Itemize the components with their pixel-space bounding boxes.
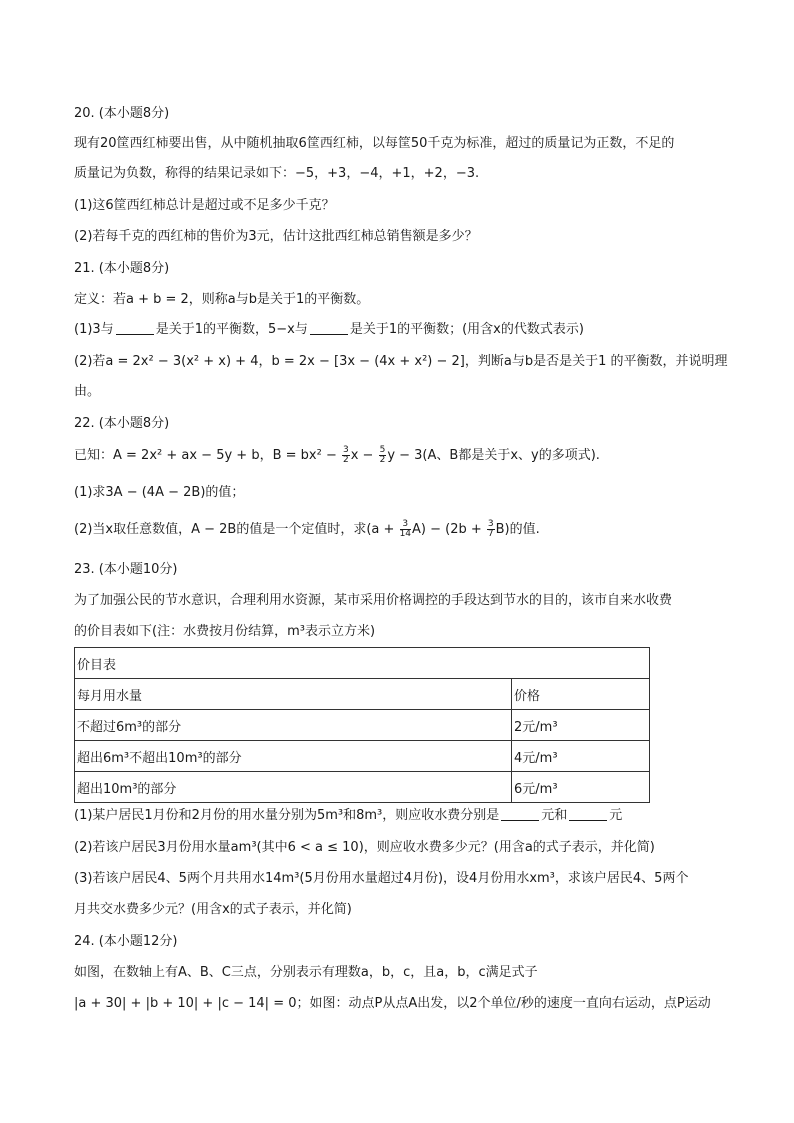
answer-blank: [501, 806, 539, 821]
fraction-3-14: $\frac{3}{14}$: [399, 519, 412, 539]
q23-stem-line1: 为了加强公民的节水意识，合理利用水资源，某市采用价格调控的手段达到节水的目的，该市自来水收费: [74, 593, 673, 608]
table-cell: 4元/m³: [512, 741, 650, 772]
q23-header: 23. (本小题10分): [74, 562, 178, 577]
table-row: [75, 772, 650, 803]
answer-blank: [310, 320, 348, 335]
table-cell: 超出10m³的部分: [75, 772, 512, 803]
q22-part2-text-a: (2)当x取任意数值，A − 2B的值是一个定值时，求(a +: [74, 522, 395, 537]
table-cell: 2元/m³: [512, 710, 650, 741]
q20-part2: (2)若每千克的西红柿的售价为3元，估计这批西红柿总销售额是多少？: [74, 229, 478, 244]
q21-part1-text-b: 是关于1的平衡数，5−x与: [155, 322, 308, 337]
q21-header: 21. (本小题8分): [74, 261, 170, 276]
q21-part2-line1: (2)若a = 2x² − 3(x² + x) + 4，b = 2x − [3x − (4x + x²) − 2]，判断a与b是否是关于1 的平衡数，并说明理: [74, 354, 728, 369]
table-title-row: [75, 648, 650, 679]
q23-part1-text-a: (1)某户居民1月份和2月份的用水量分别为5m³和8m³，则应收水费分别是: [74, 808, 500, 823]
q22-given-text-b: x −: [350, 448, 374, 463]
q22-part1: (1)求3A − (4A − 2B)的值；: [74, 485, 245, 500]
q21-part2-line2: 由。: [74, 384, 101, 399]
q22-header: 22. (本小题8分): [74, 416, 170, 431]
q22-given: [74, 446, 600, 466]
q21-part1-text-c: 是关于1的平衡数；(用含x的代数式表示): [349, 322, 584, 337]
answer-blank: [116, 320, 154, 335]
q20-stem-line2: 质量记为负数，称得的结果记录如下：−5，+3，−4，+1，+2，−3.: [74, 166, 480, 181]
q23-part1-text-c: 元: [609, 808, 623, 823]
table-row: [75, 710, 650, 741]
table-cell: 超出6m³不超出10m³的部分: [75, 741, 512, 772]
table-row: [75, 741, 650, 772]
q23-part3-line1: (3)若该户居民4、5两个月共用水14m³(5月份用水量超过4月份)，设4月份用水xm³，求该户居民4、5两个: [74, 871, 689, 886]
q23-part1-text-b: 元和: [541, 808, 568, 823]
q23-stem-line2: 的价目表如下(注：水费按月份结算，m³表示立方米): [74, 624, 376, 639]
fraction-3-2: $\frac{3}{2}$: [342, 445, 349, 465]
q22-given-text-a: 已知：A = 2x² + ax − 5y + b，B = bx² −: [74, 448, 337, 463]
price-table: [74, 647, 650, 803]
q23-part3-line2: 月共交水费多少元？(用含x的式子表示，并化简): [74, 902, 352, 917]
q24-header: 24. (本小题12分): [74, 934, 178, 949]
table-title: 价目表: [75, 648, 650, 679]
table-cell: 不超过6m³的部分: [75, 710, 512, 741]
q20-stem-line1: 现有20筐西红柿要出售，从中随机抽取6筐西红柿，以每筐50千克为标准，超过的质量记为正数，不足的: [74, 136, 675, 151]
table-header-row: [75, 679, 650, 710]
table-header-usage: 每月用水量: [75, 679, 512, 710]
q20-header: 20. (本小题8分): [74, 106, 170, 121]
q24-stem-line2: |a + 30| + |b + 10| + |c − 14| = 0；如图：动点P从点A出发，以2个单位/秒的速度一直向右运动，点P运动: [74, 996, 711, 1011]
q23-part1: [74, 806, 622, 826]
table-header-price: 价格: [512, 679, 650, 710]
q21-part1-text-a: (1)3与: [74, 322, 114, 337]
q22-part2-text-c: B)的值.: [495, 522, 540, 537]
answer-blank: [569, 806, 607, 821]
q22-given-text-c: y − 3(A、B都是关于x、y的多项式).: [387, 448, 600, 463]
fraction-5-2: $\frac{5}{2}$: [379, 445, 386, 465]
q21-definition: 定义：若a + b = 2，则称a与b是关于1的平衡数。: [74, 292, 370, 307]
q21-part1: [74, 320, 584, 340]
table-cell: 6元/m³: [512, 772, 650, 803]
q22-part2: [74, 520, 540, 540]
q22-part2-text-b: A) − (2b +: [412, 522, 482, 537]
fraction-3-7: $\frac{3}{7}$: [487, 519, 494, 539]
q24-stem-line1: 如图，在数轴上有A、B、C三点，分别表示有理数a，b，c，且a，b，c满足式子: [74, 965, 538, 980]
q23-part2: (2)若该户居民3月份用水量am³(其中6 < a ≤ 10)，则应收水费多少元？(用含a的式子表示，并化简): [74, 840, 655, 855]
q20-part1: (1)这6筐西红柿总计是超过或不足多少千克？: [74, 198, 335, 213]
